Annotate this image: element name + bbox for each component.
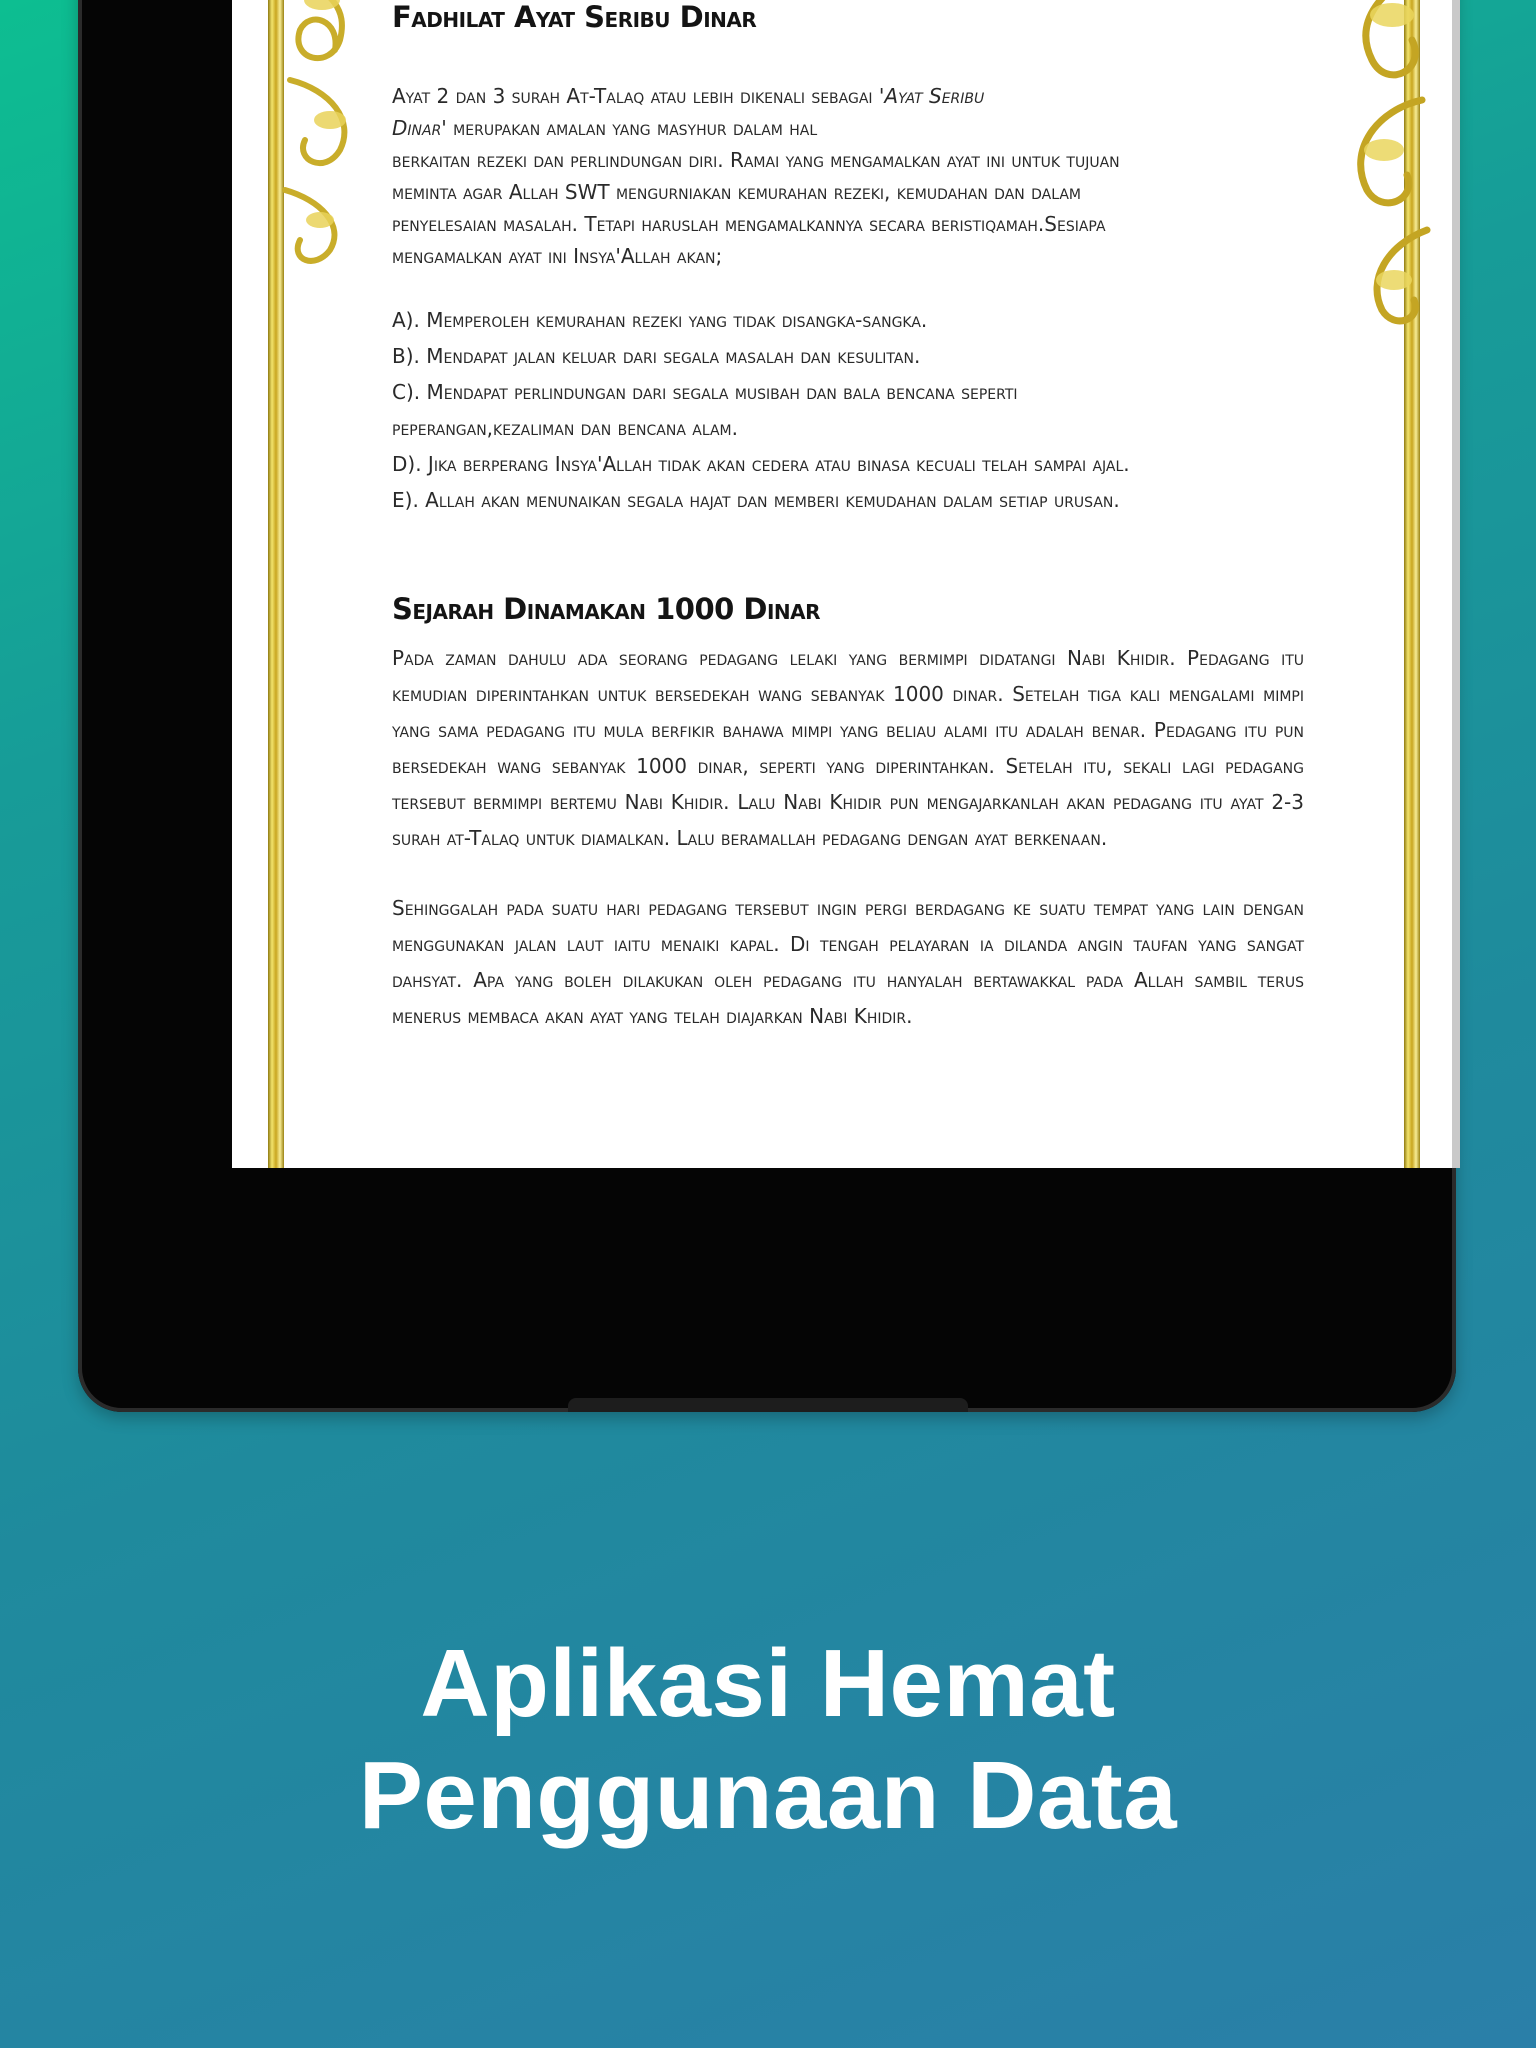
intro-line-1 (392, 80, 1460, 112)
promo-caption (0, 1628, 1536, 1852)
article-content (392, 0, 1460, 1034)
intro-line-6: mengamalkan ayat ini Insya'Allah akan; (392, 244, 723, 268)
intro-emphasis: 'Ayat Seribu (878, 84, 985, 108)
intro-emphasis-2: Dinar' (392, 116, 447, 140)
intro-line-2 (392, 112, 1460, 144)
intro-text: Ayat 2 dan 3 surah At-Talaq atau lebih dikenali sebagai (392, 84, 879, 108)
caption-line-2: Penggunaan Data (358, 1742, 1178, 1849)
section-title-sejarah: Sejarah Dinamakan 1000 Dinar (392, 592, 821, 626)
benefit-item-b: B). Mendapat jalan keluar dari segala masalah dan kesulitan. (392, 344, 921, 368)
benefit-item-d: D). Jika berperang Insya'Allah tidak akan cedera atau binasa kecuali telah sampai ajal. (392, 452, 1130, 476)
history-paragraph-1: Pada zaman dahulu ada seorang pedagang lelaki yang bermimpi didatangi Nabi Khidir. Pedagang itu kemudian diperintahkan untuk bersedekah wang sebanyak 1000 dinar. Setelah tiga kali mengalami mimpi yang sama pedagang itu mula berfikir bahawa mimpi yang beliau alami itu adalah benar. Pedagang itu pun bersedekah wang sebanyak 1000 dinar, seperti yang diperintahkan. Setelah itu, sekali lagi pedagang tersebut bermimpi bertemu Nabi Khidir. Lalu Nabi Khidir pun mengajarkanlah akan pedagang itu ayat 2-3 surah at-Talaq untuk diamalkan. Lalu beramallah pedagang dengan ayat berkenaan. (392, 646, 1304, 850)
document-viewer[interactable] (232, 0, 1460, 1168)
caption-line-1: Aplikasi Hemat (420, 1630, 1116, 1737)
section-title-fadhilat: Fadhilat Ayat Seribu Dinar (392, 0, 757, 34)
intro-text-2: merupakan amalan yang masyhur dalam hal (446, 116, 818, 140)
benefit-item-e: E). Allah akan menunaikan segala hajat dan memberi kemudahan dalam setiap urusan. (392, 488, 1120, 512)
benefit-item-a: A). Memperoleh kemurahan rezeki yang tidak disangka-sangka. (392, 308, 928, 332)
device-home-bar (568, 1398, 968, 1412)
intro-line-3: berkaitan rezeki dan perlindungan diri. Ramai yang mengamalkan ayat ini untuk tujuan (392, 148, 1120, 172)
ornament-left-icon (260, 0, 370, 280)
benefit-item-c-cont: peperangan,kezaliman dan bencana alam. (392, 416, 738, 440)
intro-line-4: meminta agar Allah SWT mengurniakan kemurahan rezeki, kemudahan dan dalam (392, 180, 1081, 204)
tablet-device (78, 0, 1456, 1412)
history-paragraph-2: Sehinggalah pada suatu hari pedagang tersebut ingin pergi berdagang ke suatu tempat yang lain dengan menggunakan jalan laut iaitu menaiki kapal. Di tengah pelayaran ia dilanda angin taufan yang sangat dahsyat. Apa yang boleh dilakukan oleh pedagang itu hanyalah bertawakkal pada Allah sambil terus menerus membaca akan ayat yang telah diajarkan Nabi Khidir. (392, 896, 1304, 1028)
intro-line-5: penyelesaian masalah. Tetapi haruslah mengamalkannya secara beristiqamah.Sesiapa (392, 212, 1106, 236)
benefit-item-c: C). Mendapat perlindungan dari segala musibah dan bala bencana seperti (392, 380, 1018, 404)
